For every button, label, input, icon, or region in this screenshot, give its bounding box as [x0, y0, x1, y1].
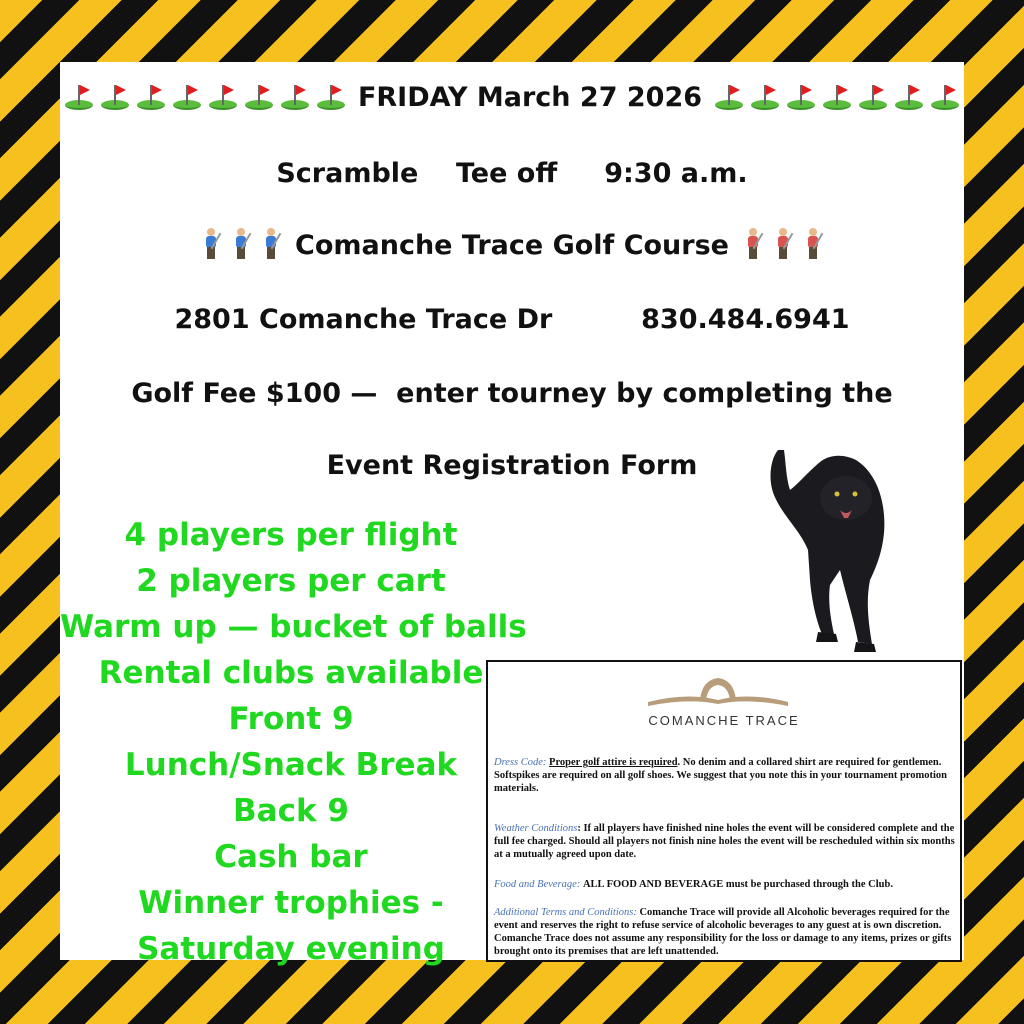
event-highlights: [60, 512, 527, 972]
course-phone[interactable]: 830.484.6941: [641, 304, 850, 335]
weather-section: [494, 822, 956, 861]
document-brand: COMANCHE TRACE: [648, 713, 800, 728]
highlight-item: Lunch/Snack Break: [124, 747, 458, 783]
golf-flag-icon: [857, 84, 889, 110]
golf-flag-icon: [171, 84, 203, 110]
terms-label: Additional Terms and Conditions:: [494, 907, 637, 918]
highlight-item: Saturday evening: [137, 931, 445, 967]
dress-code-section: [494, 756, 956, 795]
golfer-icon: [801, 228, 825, 260]
format-line: Scramble Tee off 9:30 a.m.: [276, 158, 748, 189]
registration-form-link[interactable]: Event Registration Form: [326, 450, 698, 481]
fee-line: Golf Fee $100 — enter tourney by completing the: [131, 378, 893, 409]
golf-flag-icon: [135, 84, 167, 110]
golf-flag-icon: [713, 84, 745, 110]
golf-flag-icon: [929, 84, 961, 110]
terms-text: Comanche Trace will provide all Alcoholic beverages required for the event and reserves the right to refuse service of alcoholic beverages to any guest at is own discretion. Comanche Trace does not assume any responsibility for the loss or damage to any items, prizes or gifts brought onto its premises that are left unattended.: [494, 907, 952, 957]
food-section: [494, 878, 956, 891]
terms-section: [494, 906, 956, 958]
golf-flag-icon: [279, 84, 311, 110]
flag-row-right: [711, 82, 963, 113]
course-name: Comanche Trace Golf Course: [295, 230, 729, 261]
weather-label: Weather Conditions: [494, 823, 578, 834]
highlight-item: Rental clubs available: [98, 655, 484, 691]
golf-flag-icon: [63, 84, 95, 110]
golf-flag-icon: [243, 84, 275, 110]
contact-line: [60, 304, 964, 335]
date-text: FRIDAY March 27 2026: [357, 82, 703, 113]
golf-flag-icon: [821, 84, 853, 110]
golfer-icon: [229, 228, 253, 260]
comanche-trace-logo: [638, 670, 798, 710]
dress-code-bold: Proper golf attire is required: [549, 757, 678, 768]
golfer-icon: [199, 228, 223, 260]
highlight-item: 2 players per cart: [136, 563, 446, 599]
panther-image: [760, 420, 910, 660]
golf-flag-icon: [99, 84, 131, 110]
golf-flag-icon: [893, 84, 925, 110]
golf-flag-icon: [207, 84, 239, 110]
golf-flag-icon: [749, 84, 781, 110]
highlight-item: Back 9: [233, 793, 349, 829]
highlight-item: Warm up — bucket of balls: [60, 609, 527, 645]
food-label: Food and Beverage:: [494, 879, 581, 890]
highlight-item: 4 players per flight: [124, 517, 458, 553]
golfer-icon: [771, 228, 795, 260]
golfer-icon: [259, 228, 283, 260]
weather-text: : If all players have finished nine holes the event will be considered complete and the full fee charged. Should all players not finish nine holes the event will be rescheduled within six months at a mutually agreed upon date.: [494, 823, 955, 860]
flag-row-left: [61, 82, 358, 113]
food-text: ALL FOOD AND BEVERAGE must be purchased through the Club.: [582, 879, 893, 890]
highlight-item: Winner trophies -: [138, 885, 444, 921]
dress-code-text: . No denim and a collared shirt are required for gentlemen.: [677, 757, 942, 768]
dress-code-label: Dress Code:: [494, 757, 547, 768]
course-line: [60, 228, 964, 261]
golfer-icon: [741, 228, 765, 260]
highlight-item: Front 9: [228, 701, 354, 737]
golf-flag-icon: [785, 84, 817, 110]
highlight-item: Cash bar: [214, 839, 368, 875]
golf-flag-icon: [315, 84, 347, 110]
course-address: 2801 Comanche Trace Dr: [174, 304, 553, 335]
date-line: [60, 82, 964, 113]
dress-code-text2: Softspikes are required on all golf shoes. We suggest that you note this in your tournament promotion materials.: [494, 770, 948, 794]
terms-document: [486, 660, 962, 962]
